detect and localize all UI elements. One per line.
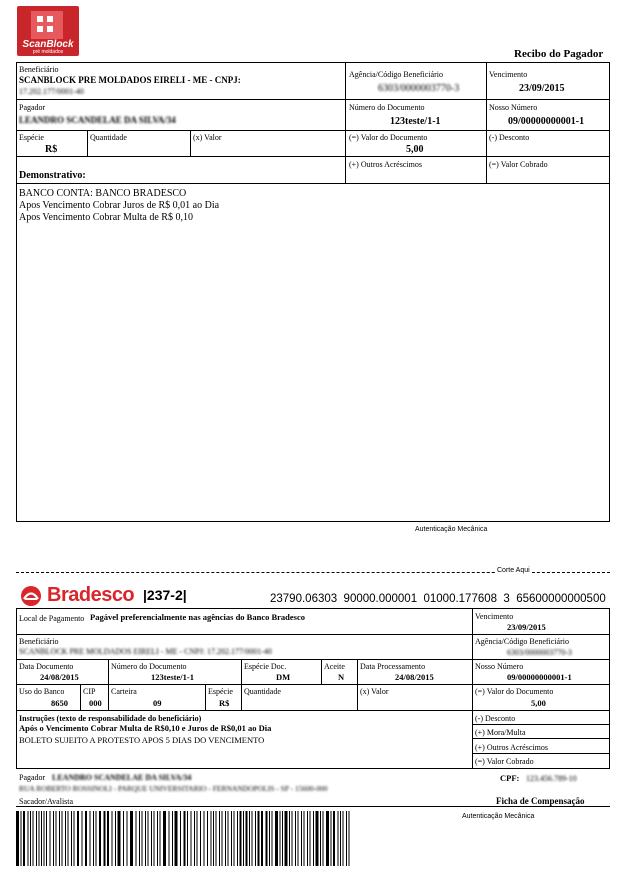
barcode-bar: [194, 811, 195, 866]
barcode-bar: [310, 811, 311, 866]
barcode-bar: [33, 811, 34, 866]
data-documento-value: 24/08/2015: [40, 672, 79, 682]
barcode-bar: [44, 811, 45, 866]
instrucoes-line-2: BOLETO SUJEITO A PROTESTO APOS 5 DIAS DO VENCIMENTO: [19, 735, 265, 745]
ficha-compensacao-label: Ficha de Compensação: [496, 796, 585, 806]
receipt-nosso-numero-label: Nosso Número: [489, 103, 538, 112]
especie-doc-label: Espécie Doc.: [244, 662, 287, 671]
instrucoes-label: Instruções (texto de responsabilidade do beneficiário): [19, 714, 202, 723]
barcode-bar: [275, 811, 278, 866]
barcode-bar: [338, 811, 339, 866]
barcode-bar: [252, 811, 253, 866]
barcode-bar: [301, 811, 302, 866]
aceite-value: N: [338, 672, 345, 682]
carteira-value: 09: [153, 698, 162, 708]
receipt-numero-doc-value: 123teste/1-1: [390, 116, 441, 127]
barcode-bar: [93, 811, 94, 866]
barcode-bar: [21, 811, 22, 866]
demonstrativo-line: Apos Vencimento Cobrar Multa de R$ 0,10: [19, 212, 193, 223]
barcode-bar: [99, 811, 101, 866]
bank-name: Bradesco: [47, 584, 135, 606]
barcode-bar: [289, 811, 290, 866]
slip-pagador-address: RUA ROBERTO ROSSINOLI - PARQUE UNIVERSITARIO - FERNANDOPOLIS - SP - 15600-000: [19, 784, 328, 793]
barcode-bar: [323, 811, 324, 866]
barcode-bar: [169, 811, 170, 866]
barcode-bar: [85, 811, 87, 866]
barcode-bar: [261, 811, 263, 866]
receipt-valor-label: (x) Valor: [193, 133, 222, 142]
slip-valor-cobrado-label: (=) Valor Cobrado: [475, 757, 534, 766]
local-pagamento-label: Local de Pagamento: [19, 614, 85, 623]
barcode-bar: [204, 811, 205, 866]
barcode-bar: [255, 811, 256, 866]
barcode-bar: [127, 811, 128, 866]
barcode-bar: [225, 811, 226, 866]
slip-autenticacao: Autenticação Mecânica: [462, 813, 535, 820]
barcode-bar: [154, 811, 155, 866]
barcode-bar: [326, 811, 329, 866]
barcode: [16, 811, 351, 866]
barcode-bar: [50, 811, 51, 866]
barcode-bar: [104, 811, 106, 866]
barcode-bar: [237, 811, 238, 866]
receipt-pagador-label: Pagador: [19, 103, 46, 112]
barcode-bar: [191, 811, 192, 866]
receipt-quantidade-label: Quantidade: [90, 133, 127, 142]
slip-outros-acrescimos-label: (+) Outros Acréscimos: [475, 743, 548, 752]
barcode-bar: [207, 811, 208, 866]
barcode-bar: [136, 811, 137, 866]
receipt-beneficiario-cnpj: 17.202.177/0001-40: [19, 87, 84, 96]
barcode-bar: [280, 811, 281, 866]
barcode-bar: [231, 811, 232, 866]
slip-mora-label: (+) Mora/Multa: [475, 728, 526, 737]
aceite-label: Aceite: [324, 662, 345, 671]
barcode-bar: [56, 811, 57, 866]
receipt-vencimento-value: 23/09/2015: [519, 83, 565, 94]
barcode-bar: [148, 811, 149, 866]
bank-code: |237-2|: [143, 587, 187, 603]
receipt-nosso-numero-value: 09/00000000001-1: [508, 116, 585, 127]
receipt-especie-label: Espécie: [19, 133, 44, 142]
receipt-vencimento-label: Vencimento: [489, 70, 528, 79]
barcode-bar: [346, 811, 347, 866]
receipt-especie-value: R$: [45, 144, 58, 155]
slip-nosso-numero-label: Nosso Número: [475, 662, 524, 671]
barcode-bar: [142, 811, 143, 866]
barcode-bar: [130, 811, 133, 866]
barcode-bar: [211, 811, 212, 866]
especie-doc-value: DM: [276, 672, 291, 682]
barcode-bar: [46, 811, 47, 866]
barcode-bar: [16, 811, 19, 866]
receipt-pagador-value: LEANDRO SCANDELAE DA SILVA/34: [19, 115, 176, 125]
uso-banco-label: Uso do Banco: [19, 687, 65, 696]
cpf-label: CPF:: [500, 773, 520, 783]
barcode-bar: [234, 811, 235, 866]
barcode-bar: [28, 811, 29, 866]
barcode-bar: [269, 811, 270, 866]
barcode-bar: [115, 811, 116, 866]
barcode-bar: [39, 811, 40, 866]
receipt-agencia-value: 6303/0000003770-3: [378, 83, 460, 94]
slip-beneficiario-label: Beneficiário: [19, 637, 59, 646]
barcode-bar: [313, 811, 314, 866]
barcode-bar: [340, 811, 341, 866]
barcode-bar: [62, 811, 63, 866]
barcode-bar: [187, 811, 188, 866]
receipt-autenticacao: Autenticação Mecânica: [415, 526, 488, 533]
barcode-bar: [307, 811, 308, 866]
slip-agencia-label: Agência/Código Beneficiário: [475, 637, 569, 646]
slip-valor-label: (x) Valor: [360, 687, 389, 696]
barcode-bar: [139, 811, 140, 866]
barcode-bar: [151, 811, 152, 866]
barcode-bar: [320, 811, 321, 866]
slip-quantidade-label: Quantidade: [244, 687, 281, 696]
barcode-bar: [304, 811, 305, 866]
barcode-bar: [82, 811, 83, 866]
barcode-bar: [228, 811, 229, 866]
logo-sub-text: pré moldados: [32, 49, 64, 55]
demonstrativo-line: BANCO CONTA: BANCO BRADESCO: [19, 188, 187, 199]
barcode-bar: [197, 811, 198, 866]
barcode-bar: [213, 811, 214, 866]
receipt-title: Recibo do Pagador: [514, 48, 604, 60]
receipt-desconto-label: (-) Desconto: [489, 133, 530, 142]
barcode-bar: [90, 811, 91, 866]
barcode-bar: [30, 811, 31, 866]
barcode-bar: [240, 811, 242, 866]
receipt-outros-acrescimos-label: (+) Outros Acréscimos: [349, 160, 422, 169]
data-processamento-value: 24/08/2015: [395, 672, 434, 682]
receipt-agencia-label: Agência/Código Beneficiário: [349, 70, 443, 79]
slip-valor-documento-value: 5,00: [531, 698, 546, 708]
receipt-beneficiario-value: SCANBLOCK PRE MOLDADOS EIRELI - ME - CNPJ:: [19, 75, 241, 85]
slip-nosso-numero-value: 09/00000000001-1: [507, 672, 572, 682]
barcode-bar: [216, 811, 217, 866]
barcode-bar: [172, 811, 173, 866]
bradesco-logo-icon: [20, 585, 42, 607]
barcode-bar: [68, 811, 69, 866]
slip-pagador-value: LEANDRO SCANDELAE DA SILVA/34: [52, 773, 192, 782]
local-pagamento-value: Pagável preferencialmente nas agências do Banco Bradesco: [90, 612, 305, 622]
barcode-bar: [180, 811, 181, 866]
receipt-beneficiario-label: Beneficiário: [19, 65, 59, 74]
barcode-bar: [74, 811, 75, 866]
receipt-valor-cobrado-label: (=) Valor Cobrado: [489, 160, 548, 169]
barcode-bar: [36, 811, 37, 866]
barcode-bar: [343, 811, 344, 866]
barcode-bar: [333, 811, 335, 866]
cip-value: 000: [89, 698, 102, 708]
carteira-label: Carteira: [111, 687, 137, 696]
barcode-bar: [316, 811, 319, 866]
barcode-bar: [184, 811, 186, 866]
cip-label: CIP: [83, 687, 96, 696]
receipt-valor-documento-label: (=) Valor do Documento: [349, 133, 428, 142]
barcode-bar: [349, 811, 350, 866]
slip-vencimento-label: Vencimento: [475, 612, 514, 621]
cpf-value: 123.456.789-10: [526, 774, 577, 783]
data-documento-label: Data Documento: [19, 662, 74, 671]
barcode-bar: [246, 811, 248, 866]
barcode-bar: [65, 811, 66, 866]
receipt-valor-documento-value: 5,00: [406, 144, 424, 155]
slip-vencimento-value: 23/09/2015: [507, 622, 546, 632]
barcode-bar: [200, 811, 201, 866]
barcode-bar: [123, 811, 124, 866]
barcode-bar: [71, 811, 72, 866]
demonstrativo-line: Apos Vencimento Cobrar Juros de R$ 0,01 ao Dia: [19, 200, 220, 211]
uso-banco-value: 8650: [51, 698, 68, 708]
receipt-frame: [16, 62, 610, 522]
cut-line-label: Corte Aqui: [497, 567, 530, 574]
barcode-bar: [258, 811, 260, 866]
barcode-bar: [118, 811, 121, 866]
slip-pagador-label: Pagador: [19, 773, 46, 782]
barcode-bar: [163, 811, 166, 866]
barcode-bar: [157, 811, 158, 866]
barcode-bar: [145, 811, 146, 866]
data-processamento-label: Data Processamento: [360, 662, 426, 671]
barcode-bar: [107, 811, 109, 866]
barcode-bar: [266, 811, 268, 866]
slip-valor-documento-label: (=) Valor do Documento: [475, 687, 554, 696]
barcode-bar: [96, 811, 97, 866]
barcode-bar: [219, 811, 220, 866]
sacador-label: Sacador/Avalista: [19, 797, 74, 806]
barcode-bar: [77, 811, 79, 866]
slip-especie-label: Espécie: [208, 687, 233, 696]
slip-beneficiario-value: SCANBLOCK PRE MOLDADOS EIRELI - ME - CNPJ: 17.202.177/0001-40: [19, 647, 272, 656]
slip-desconto-label: (-) Desconto: [475, 714, 516, 723]
slip-especie-value: R$: [219, 698, 230, 708]
barcode-bar: [285, 811, 288, 866]
barcode-bar: [331, 811, 332, 866]
company-logo: [17, 6, 79, 56]
barcode-bar: [292, 811, 293, 866]
barcode-bar: [282, 811, 283, 866]
barcode-bar: [23, 811, 25, 866]
receipt-demonstrativo-label: Demonstrativo:: [19, 170, 86, 181]
barcode-bar: [243, 811, 244, 866]
logo-brand-text: ScanBlock: [22, 39, 74, 50]
barcode-bar: [298, 811, 299, 866]
barcode-bar: [175, 811, 178, 866]
barcode-bar: [53, 811, 54, 866]
barcode-bar: [41, 811, 42, 866]
barcode-bar: [160, 811, 161, 866]
digitable-line: 23790.06303 90000.000001 01000.177608 3 65600000000500: [270, 593, 606, 605]
slip-numero-doc-value: 123teste/1-1: [151, 672, 194, 682]
barcode-bar: [249, 811, 250, 866]
barcode-bar: [59, 811, 60, 866]
barcode-bar: [222, 811, 223, 866]
barcode-bar: [112, 811, 113, 866]
receipt-numero-doc-label: Número do Documento: [349, 103, 425, 112]
instrucoes-line-1: Após o Vencimento Cobrar Multa de R$0,10 e Juros de R$0,01 ao Dia: [19, 723, 272, 733]
barcode-bar: [272, 811, 273, 866]
slip-agencia-value: 6303/0000003770-3: [507, 648, 572, 657]
barcode-bar: [295, 811, 296, 866]
slip-numero-doc-label: Número do Documento: [111, 662, 187, 671]
